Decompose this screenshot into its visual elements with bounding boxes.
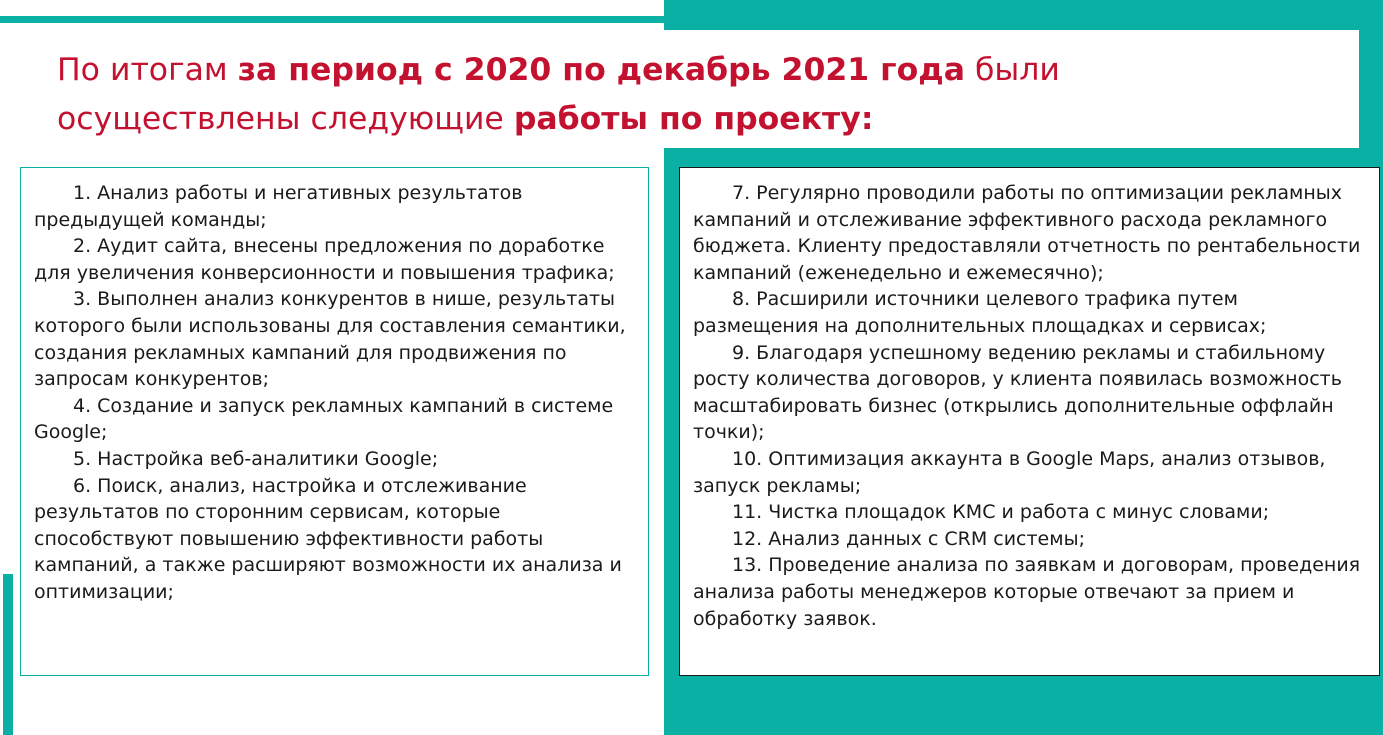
title-part-3: были (964, 52, 1060, 88)
list-item: 8. Расширили источники целевого трафика путем размещения на дополнительных площадках и сервисах; (693, 288, 1267, 337)
list-item: 1. Анализ работы и негативных результатов предыдущей команды; (34, 182, 523, 231)
list-item: 9. Благодаря успешному ведению рекламы и стабильному росту количества договоров, у клиента появилась возможность масштабировать бизнес (открылись дополнительные оффлайн точки); (693, 341, 1342, 444)
left-work-list (20, 167, 649, 676)
list-item: 4. Создание и запуск рекламных кампаний в системе Google; (34, 394, 614, 444)
title-part-5: работы по проекту: (513, 101, 874, 137)
list-item: 13. Проведение анализа по заявкам и договорам, проведения анализа работы менеджеров которые отвечают за прием и обработку заявок. (693, 554, 1361, 630)
list-item: 2. Аудит сайта, внесены предложения по доработке для увеличения конверсионности и повышения трафика; (34, 235, 615, 284)
title-part-1: По итогам (57, 52, 238, 88)
top-accent-line (0, 16, 664, 23)
list-item: 10. Оптимизация аккаунта в Google Maps, анализ отзывов, запуск рекламы; (693, 447, 1326, 497)
title-part-4: осуществлены следующие (57, 101, 514, 137)
list-item: 5. Настройка веб-аналитики Google; (73, 447, 439, 470)
list-item: 3. Выполнен анализ конкурентов в нише, результаты которого были использованы для составления семантики, создания рекламных кампаний для продвижения по запросам конкурентов; (34, 288, 626, 391)
list-item: 6. Поиск, анализ, настройка и отслеживание результатов по сторонним сервисам, которые способствуют повышению эффективности работы кампаний, а также расширяют возможности их анализа и оптимизации; (34, 474, 622, 603)
page-title (57, 46, 1327, 144)
right-work-list (679, 167, 1380, 676)
list-item: 11. Чистка площадок КМС и работа с минус словами; (732, 501, 1270, 524)
left-accent-bar (3, 574, 13, 735)
list-item: 12. Анализ данных с CRM системы; (732, 527, 1085, 550)
list-item: 7. Регулярно проводили работы по оптимизации рекламных кампаний и отслеживание эффективного расхода рекламного бюджета. Клиенту предоставляли отчетность по рентабельности кампаний (еженедельно и ежемесячно); (693, 182, 1361, 284)
title-part-2: за период с 2020 по декабрь 2021 года (237, 52, 965, 88)
